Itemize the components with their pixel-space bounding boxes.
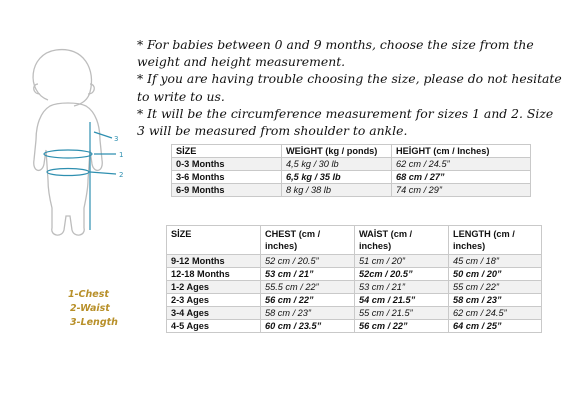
cell-weight: 4,5 kg / 30 lb [282,158,392,171]
cell-length: 64 cm / 25” [449,320,542,333]
table-row [172,184,531,197]
cell-waist: 52cm / 20.5” [355,268,449,281]
note-1: * For babies between 0 and 9 months, choose the size from the weight and height measurement. [137,37,534,70]
mark-label-length: 3 [114,135,119,143]
cell-size: 12-18 Months [167,268,261,281]
cell-length: 55 cm / 22” [449,281,542,294]
cell-chest: 56 cm / 22” [261,294,355,307]
legend-length: 3-Length [70,317,118,328]
baby-head-outline [33,50,91,106]
header-weight: WEİGHT (kg / ponds) [282,145,392,158]
cell-height: 62 cm / 24.5” [392,158,531,171]
header-waist: WAİST (cm / inches) [355,226,449,255]
legend-waist: 2-Waist [70,303,110,314]
header-chest: CHEST (cm / inches) [261,226,355,255]
note-3: * It will be the circumference measurement for sizes 1 and 2. Size 3 will be measured from shoulder to ankle. [137,105,554,139]
baby-size-table [171,144,531,197]
cell-chest: 53 cm / 21” [261,268,355,281]
kids-size-table [166,225,542,333]
cell-size: 3-4 Ages [167,307,261,320]
table-row [167,320,542,333]
cell-length: 45 cm / 18” [449,255,542,268]
cell-height: 74 cm / 29” [392,184,531,197]
mark-label-waist: 2 [119,171,124,179]
cell-size: 3-6 Months [172,171,282,184]
cell-length: 58 cm / 23” [449,294,542,307]
table-row [167,268,542,281]
header-height: HEİGHT (cm / Inches) [392,145,531,158]
table-row [167,281,542,294]
cell-waist: 54 cm / 21.5” [355,294,449,307]
note-2: * If you are having trouble choosing the size, please do not hesitate to write to us. [137,71,562,104]
table-row [172,158,531,171]
cell-waist: 55 cm / 21.5” [355,307,449,320]
size-notes [137,36,562,139]
cell-size: 0-3 Months [172,158,282,171]
cell-chest: 52 cm / 20.5” [261,255,355,268]
table-header-row [172,145,531,158]
cell-weight: 8 kg / 38 lb [282,184,392,197]
cell-size: 6-9 Months [172,184,282,197]
legend-chest: 1-Chest [68,289,109,300]
header-size: SİZE [172,145,282,158]
chest-measure-line [44,150,92,158]
header-length: LENGTH (cm / inches) [449,226,542,255]
cell-size: 2-3 Ages [167,294,261,307]
table-row [167,307,542,320]
cell-size: 1-2 Ages [167,281,261,294]
measurement-legend [68,288,118,330]
mark-label-chest: 1 [119,151,124,159]
header-size: SİZE [167,226,261,255]
cell-waist: 56 cm / 22” [355,320,449,333]
table-row [167,294,542,307]
cell-length: 50 cm / 20” [449,268,542,281]
table-header-row [167,226,542,255]
cell-length: 62 cm / 24.5” [449,307,542,320]
cell-size: 9-12 Months [167,255,261,268]
waist-measure-line [47,169,89,176]
table-row [172,171,531,184]
cell-waist: 51 cm / 20” [355,255,449,268]
cell-chest: 60 cm / 23.5” [261,320,355,333]
cell-waist: 53 cm / 21” [355,281,449,294]
cell-weight: 6,5 kg / 35 lb [282,171,392,184]
baby-measurement-diagram [18,40,133,265]
cell-height: 68 cm / 27” [392,171,531,184]
cell-chest: 58 cm / 23” [261,307,355,320]
table-row [167,255,542,268]
cell-size: 4-5 Ages [167,320,261,333]
cell-chest: 55.5 cm / 22” [261,281,355,294]
